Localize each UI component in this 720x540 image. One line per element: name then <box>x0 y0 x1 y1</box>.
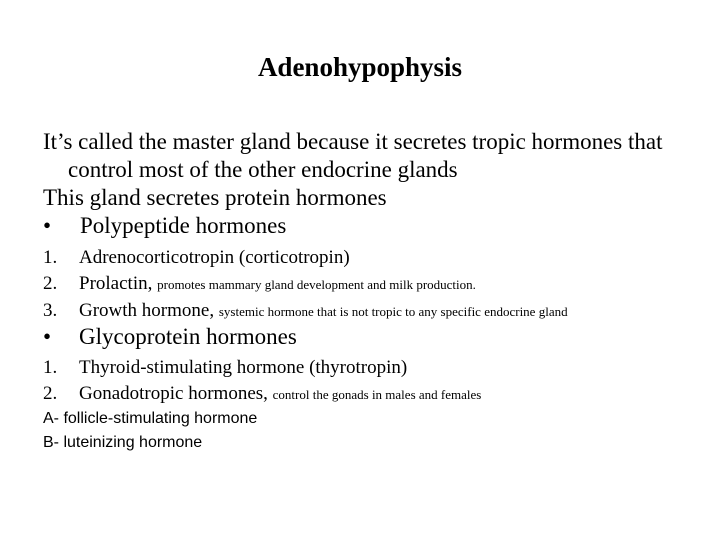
glycoprotein-heading <box>43 324 297 350</box>
list-item-note: promotes mammary gland development and milk production. <box>157 277 476 292</box>
list-item-note: systemic hormone that is not tropic to any specific endocrine gland <box>218 304 568 319</box>
list-item <box>43 298 713 325</box>
slide-title: Adenohypophysis <box>257 52 463 82</box>
polypeptide-label: Polypeptide hormones <box>80 213 287 238</box>
list-item <box>43 355 713 381</box>
list-number: 2. <box>43 383 58 404</box>
list-number: 3. <box>43 300 58 321</box>
gonadotropin-list <box>43 407 257 455</box>
list-number: 1. <box>43 247 58 268</box>
list-item-note: control the gonads in males and females <box>272 387 482 402</box>
intro-line-master-gland: It’s called the master gland because it secretes tropic hormones that control most of the other endocrine glands <box>43 129 663 182</box>
bullet-icon: • <box>43 213 52 238</box>
list-item-name: Prolactin, <box>79 273 153 294</box>
list-number: 1. <box>43 357 58 378</box>
bullet-icon: • <box>43 324 52 349</box>
glycoprotein-list <box>43 355 713 408</box>
list-item <box>43 245 713 271</box>
polypeptide-list <box>43 245 713 325</box>
list-item-name: Adrenocorticotropin (corticotropin) <box>79 247 350 268</box>
gonadotropin-item: A- follicle-stimulating hormone <box>43 410 258 427</box>
intro-line-protein-hormones: This gland secretes protein hormones <box>43 185 387 210</box>
list-item <box>43 381 713 408</box>
glycoprotein-label: Glycoprotein hormones <box>79 324 297 349</box>
list-item <box>43 271 713 298</box>
polypeptide-heading <box>43 212 713 240</box>
list-item-name: Gonadotropic hormones, <box>79 383 268 404</box>
intro-text <box>43 128 713 240</box>
list-item-name: Thyroid-stimulating hormone (thyrotropin) <box>79 357 408 378</box>
list-item-name: Growth hormone, <box>79 300 215 321</box>
list-number: 2. <box>43 273 58 294</box>
gonadotropin-item: B- luteinizing hormone <box>43 434 203 451</box>
